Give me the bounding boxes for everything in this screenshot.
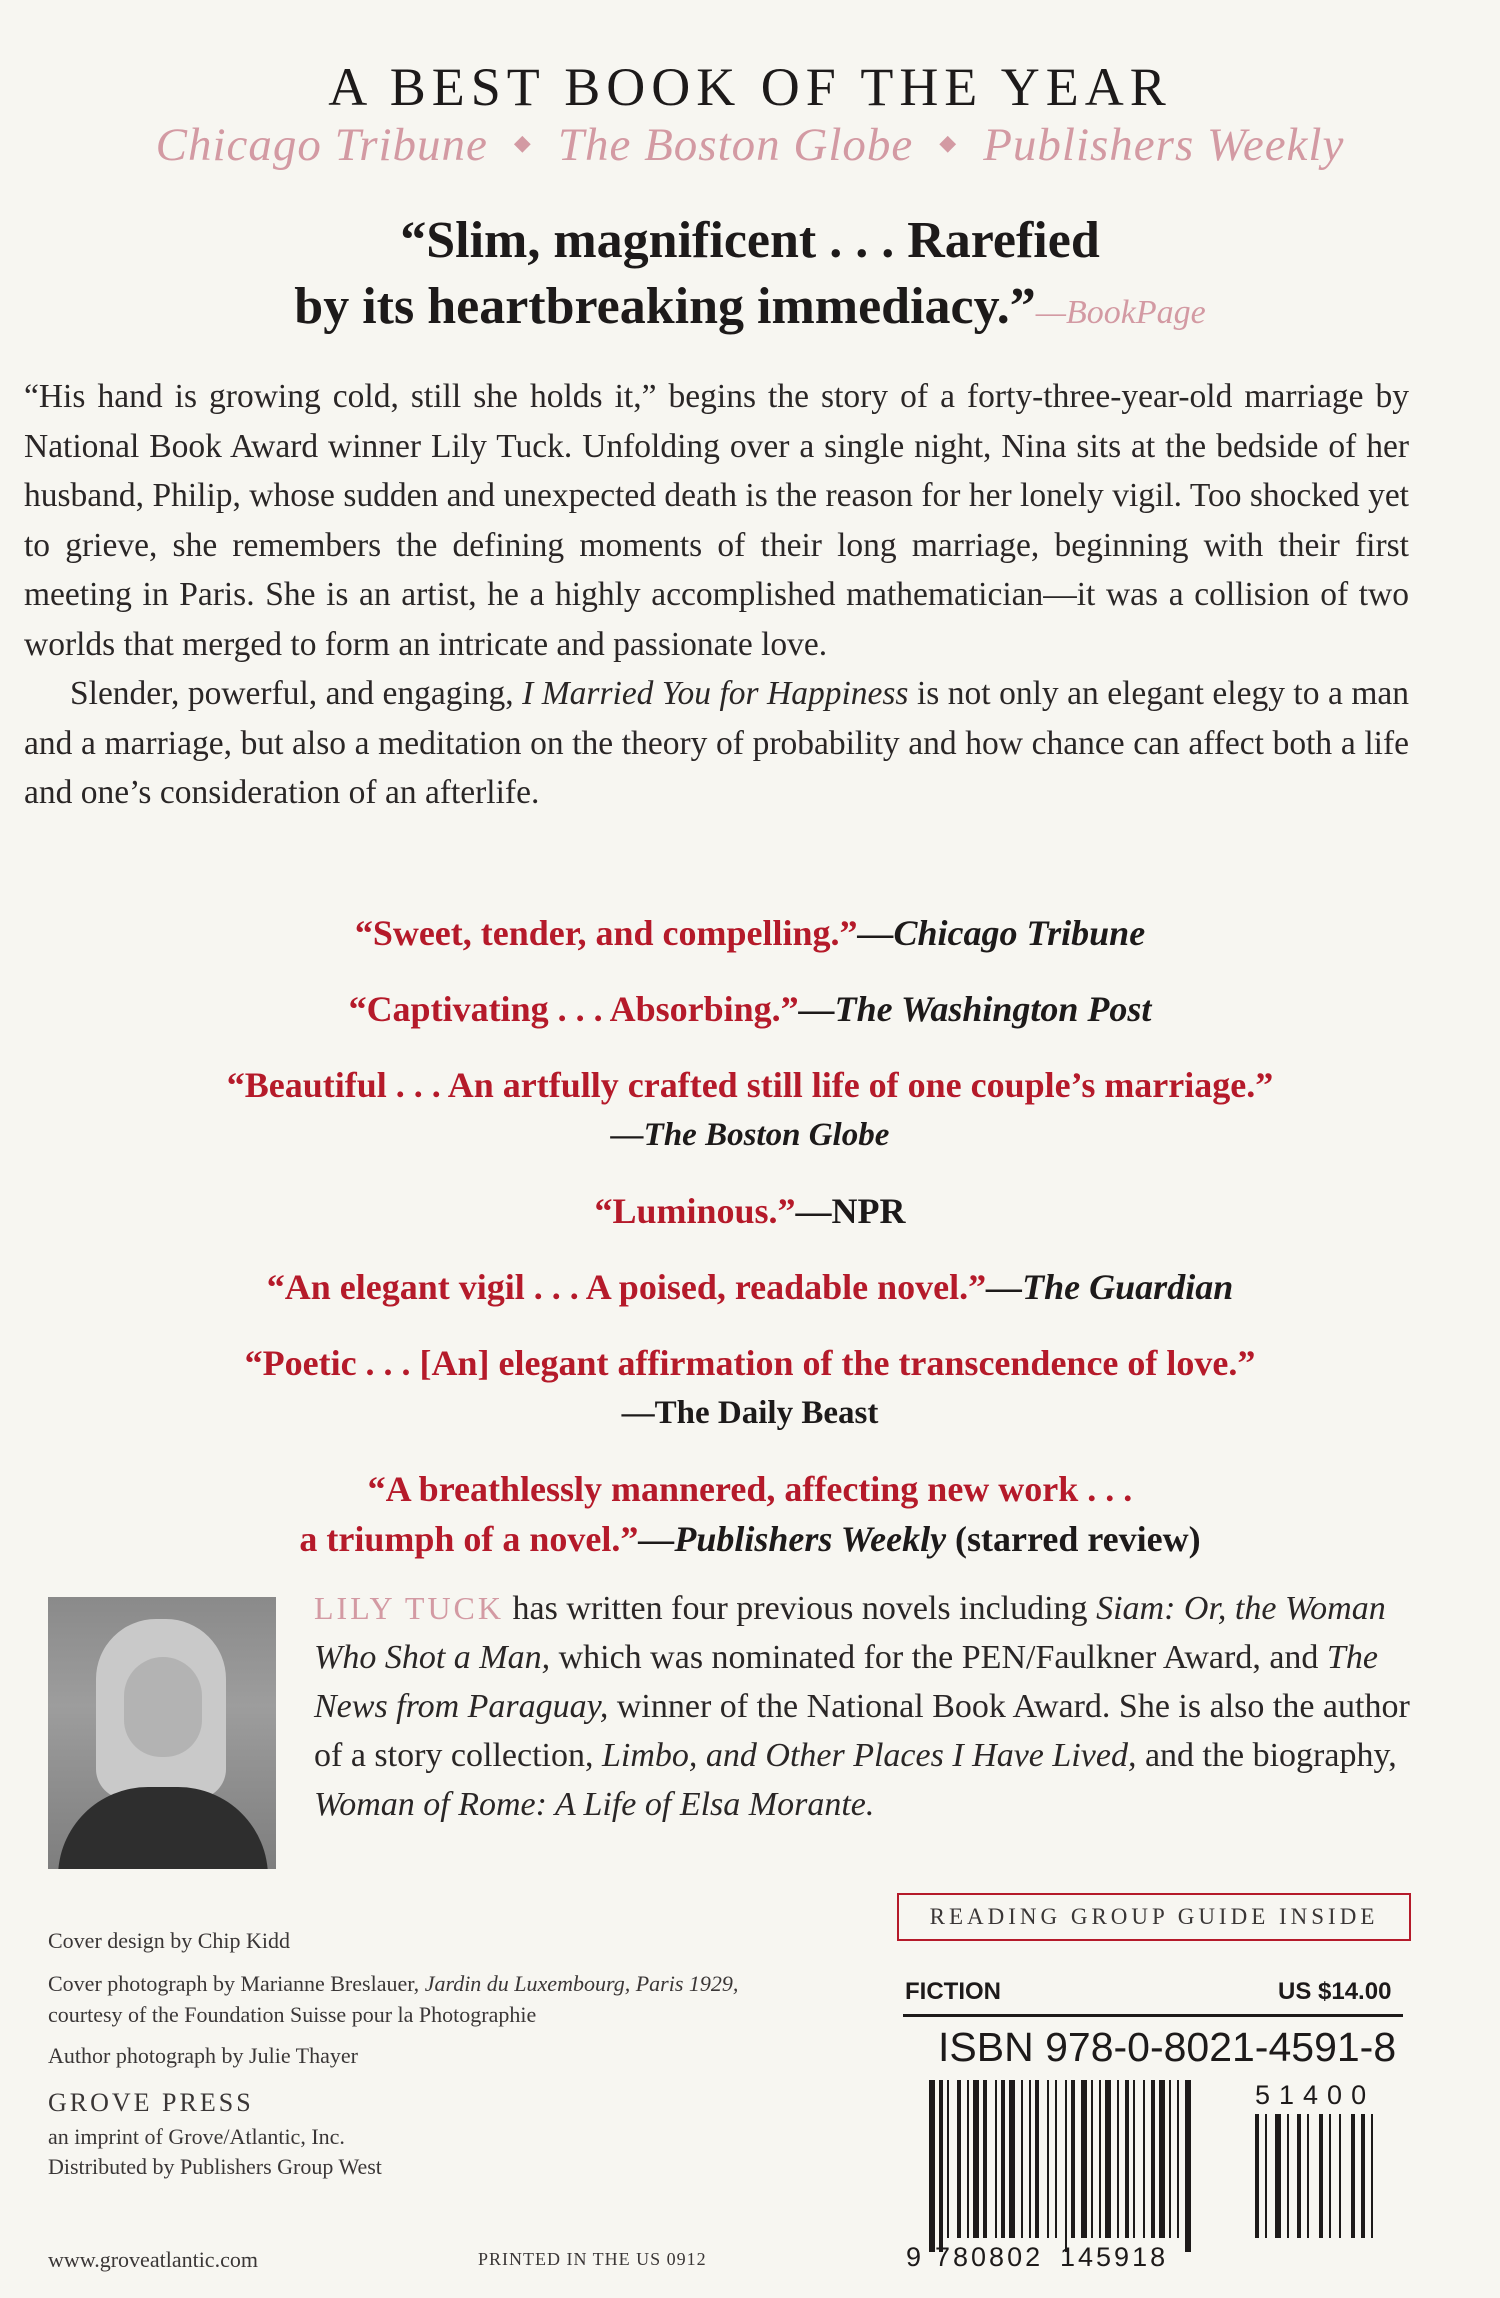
barcode-bar bbox=[1177, 2080, 1179, 2238]
price-barcode-bars bbox=[1255, 2114, 1373, 2238]
publisher-name: GROVE PRESS bbox=[48, 2088, 254, 2117]
bio-book-1: Siam: Or, the Woman Who Shot a Man, bbox=[314, 1590, 1386, 1676]
barcode-bar bbox=[929, 2080, 935, 2252]
diamond-separator-icon: ◆ bbox=[513, 130, 532, 156]
blurb-guardian bbox=[60, 1262, 1440, 1312]
price-barcode-bar bbox=[1275, 2114, 1281, 2238]
barcode-bars bbox=[929, 2080, 1191, 2252]
barcode-bar bbox=[1169, 2080, 1171, 2238]
barcode-bar bbox=[1001, 2080, 1005, 2238]
credit-author-photo: Author photograph by Julie Thayer bbox=[48, 2043, 358, 2068]
credit-cover-photo-b: courtesy of the Foundation Suisse pour la Photographie bbox=[48, 2002, 537, 2027]
blurb-quote: “Sweet, tender, and compelling.” bbox=[354, 913, 858, 953]
review-blurbs bbox=[60, 908, 1440, 1564]
author-photo-face bbox=[124, 1657, 202, 1757]
barcode-bar bbox=[1185, 2080, 1191, 2252]
author-bio bbox=[314, 1584, 1424, 1829]
price-barcode-bar bbox=[1297, 2114, 1301, 2238]
price-barcode-bar bbox=[1319, 2114, 1323, 2238]
barcode-bar bbox=[1081, 2080, 1087, 2238]
blurb-note: (starred review) bbox=[955, 1519, 1201, 1559]
author-photo-body bbox=[58, 1787, 268, 1869]
barcode-bar bbox=[1047, 2080, 1049, 2238]
blurb-quote: “Poetic . . . [An] elegant affirmation of the transcendence of love.” bbox=[244, 1343, 1256, 1383]
barcode-bar bbox=[1029, 2080, 1031, 2238]
publisher-details bbox=[48, 2122, 382, 2182]
publication-chicago-tribune: Chicago Tribune bbox=[155, 119, 488, 171]
barcode-bar bbox=[957, 2080, 961, 2238]
price-barcode-bar bbox=[1287, 2114, 1289, 2238]
publication-publishers-weekly: Publishers Weekly bbox=[983, 119, 1345, 171]
blurb-daily-beast bbox=[60, 1338, 1440, 1388]
isbn-number: ISBN 978-0-8021-4591-8 bbox=[938, 2024, 1397, 2070]
barcode-bar bbox=[973, 2080, 979, 2238]
author-photo bbox=[48, 1597, 276, 1869]
barcode-digits-left: 780802 bbox=[935, 2242, 1044, 2270]
price-barcode-bar bbox=[1255, 2114, 1259, 2238]
publisher-distributor: Distributed by Publishers Group West bbox=[48, 2154, 382, 2179]
diamond-separator-icon: ◆ bbox=[939, 130, 958, 156]
divider bbox=[903, 2014, 1403, 2017]
barcode-bar bbox=[1021, 2080, 1023, 2238]
price-barcode-bar bbox=[1307, 2114, 1309, 2238]
barcode-bar bbox=[1035, 2080, 1039, 2238]
blurb-npr bbox=[60, 1186, 1440, 1236]
credit-cover-photo-title: Jardin du Luxembourg, Paris 1929, bbox=[424, 1971, 739, 1996]
blurb-source: —The Daily Beast bbox=[621, 1395, 879, 1431]
barcode-bar bbox=[939, 2080, 943, 2252]
blurb-quote: “An elegant vigil . . . A poised, readable novel.” bbox=[266, 1267, 987, 1307]
banner-title: A BEST BOOK OF THE YEAR bbox=[328, 57, 1172, 117]
bio-text-4: and the biography, bbox=[1144, 1737, 1397, 1774]
blurb-source: —The Guardian bbox=[986, 1267, 1234, 1307]
bio-book-2: The News from Paraguay, bbox=[314, 1639, 1378, 1725]
bio-book-4: Woman of Rome: A Life of Elsa Morante. bbox=[314, 1786, 875, 1823]
blurb-source: —The Boston Globe bbox=[610, 1117, 890, 1153]
blurb-washington-post bbox=[60, 984, 1440, 1034]
genre-label: FICTION bbox=[905, 1978, 1001, 2005]
barcode-bar bbox=[947, 2080, 949, 2238]
blurb-quote-line2: a triumph of a novel.” bbox=[299, 1519, 639, 1559]
price-barcode-bar bbox=[1329, 2114, 1331, 2238]
barcode-bar bbox=[995, 2080, 997, 2238]
barcode-digits-right: 145918 bbox=[1060, 2242, 1169, 2270]
barcode-digit-first: 9 bbox=[906, 2242, 922, 2270]
blurb-publishers-weekly bbox=[60, 1464, 1440, 1514]
bio-text-1: has written four previous novels including bbox=[512, 1590, 1088, 1627]
barcode-bar bbox=[1009, 2080, 1015, 2238]
price-barcode-bar bbox=[1339, 2114, 1341, 2238]
lead-quote-line2 bbox=[0, 274, 1500, 346]
barcode-bar bbox=[1065, 2080, 1067, 2252]
barcode-bar bbox=[1143, 2080, 1145, 2238]
publication-boston-globe: The Boston Globe bbox=[557, 119, 914, 171]
blurb-quote: “Captivating . . . Absorbing.” bbox=[348, 989, 799, 1029]
barcode-bar bbox=[1105, 2080, 1111, 2238]
barcode-bar bbox=[1117, 2080, 1119, 2238]
credit-cover-photo-a: Cover photograph by Marianne Breslauer, bbox=[48, 1971, 420, 1996]
credit-cover-design: Cover design by Chip Kidd bbox=[48, 1928, 290, 1953]
credit-cover-photo bbox=[48, 1968, 768, 2030]
blurb-source: —Chicago Tribune bbox=[857, 913, 1146, 953]
blurb-daily-beast-source-line bbox=[60, 1388, 1440, 1438]
description-paragraph-2 bbox=[24, 669, 1409, 818]
barcode-bar bbox=[1099, 2080, 1101, 2238]
bio-text-3: winner of the National Book Award. She is also the author of a story collection, bbox=[314, 1688, 1410, 1774]
barcode-bar bbox=[967, 2080, 969, 2238]
barcode bbox=[905, 2070, 1410, 2270]
cover-credits bbox=[48, 1925, 768, 2071]
blurb-boston-globe-source-line bbox=[60, 1110, 1440, 1160]
bio-book-3: Limbo, and Other Places I Have Lived, bbox=[601, 1737, 1137, 1774]
price-barcode-bar bbox=[1361, 2114, 1365, 2238]
publisher-imprint: an imprint of Grove/Atlantic, Inc. bbox=[48, 2124, 345, 2149]
printed-in: PRINTED IN THE US 0912 bbox=[478, 2249, 707, 2269]
book-description bbox=[24, 372, 1409, 818]
barcode-bar bbox=[1071, 2080, 1075, 2238]
blurb-chicago-tribune bbox=[60, 908, 1440, 958]
lead-quote-line1: “Slim, magnificent . . . Rarefied bbox=[400, 212, 1100, 269]
barcode-bar bbox=[1159, 2080, 1165, 2238]
reading-group-guide-badge: READING GROUP GUIDE INSIDE bbox=[897, 1893, 1411, 1941]
blurb-source: —NPR bbox=[795, 1191, 906, 1231]
price-code: 51400 bbox=[1255, 2080, 1376, 2110]
lead-quote bbox=[0, 208, 1500, 346]
bio-text-2: which was nominated for the PEN/Faulkner Award, and bbox=[558, 1639, 1319, 1676]
description-paragraph-1: “His hand is growing cold, still she holds it,” begins the story of a forty-three-year-old marriage by National Book Award winner Lily Tuck. Unfolding over a single night, Nina sits at the bedside of her husband, Philip, whose sudden and unexpected death is the reason for her lonely vigil. Too shocked yet to grieve, she remembers the defining moments of their long marriage, beginning with their first meeting in Paris. She is an artist, he a highly accomplished mathematician—it was a collision of two worlds that merged to form an intricate and passionate love. bbox=[24, 378, 1409, 663]
blurb-quote: “Luminous.” bbox=[594, 1191, 796, 1231]
book-title-italic: I Married You for Happiness bbox=[522, 675, 909, 712]
description-p2-after: is not only an elegant elegy to a man and a marriage, but also a meditation on the theory of probability and how chance can affect both a life and one’s consideration of an afterlife. bbox=[24, 675, 1409, 811]
barcode-bar bbox=[1055, 2080, 1057, 2238]
blurb-quote: “Beautiful . . . An artfully crafted still life of one couple’s marriage.” bbox=[226, 1065, 1274, 1105]
barcode-bar bbox=[983, 2080, 987, 2238]
price-barcode-bar bbox=[1371, 2114, 1373, 2238]
blurb-boston-globe bbox=[60, 1060, 1440, 1110]
barcode-bar bbox=[1133, 2080, 1135, 2238]
lead-quote-line2-text: by its heartbreaking immediacy.” bbox=[294, 278, 1036, 335]
blurb-source: —Publishers Weekly bbox=[638, 1519, 947, 1559]
blurb-source: —The Washington Post bbox=[798, 989, 1152, 1029]
best-book-publications bbox=[0, 118, 1500, 172]
publisher-website: www.groveatlantic.com bbox=[48, 2247, 258, 2272]
author-name: LILY TUCK bbox=[314, 1590, 504, 1626]
blurb-quote-line1: “A breathlessly mannered, affecting new work . . . bbox=[367, 1469, 1133, 1509]
price-barcode-bar bbox=[1265, 2114, 1267, 2238]
barcode-bar bbox=[1151, 2080, 1155, 2238]
description-p2-before: Slender, powerful, and engaging, bbox=[70, 675, 514, 712]
price-barcode-bar bbox=[1351, 2114, 1355, 2238]
barcode-bar bbox=[1091, 2080, 1093, 2238]
price-label: US $14.00 bbox=[1278, 1978, 1392, 2005]
blurb-publishers-weekly-line2 bbox=[60, 1514, 1440, 1564]
lead-quote-attribution: —BookPage bbox=[1035, 294, 1206, 331]
barcode-bar bbox=[1125, 2080, 1129, 2238]
